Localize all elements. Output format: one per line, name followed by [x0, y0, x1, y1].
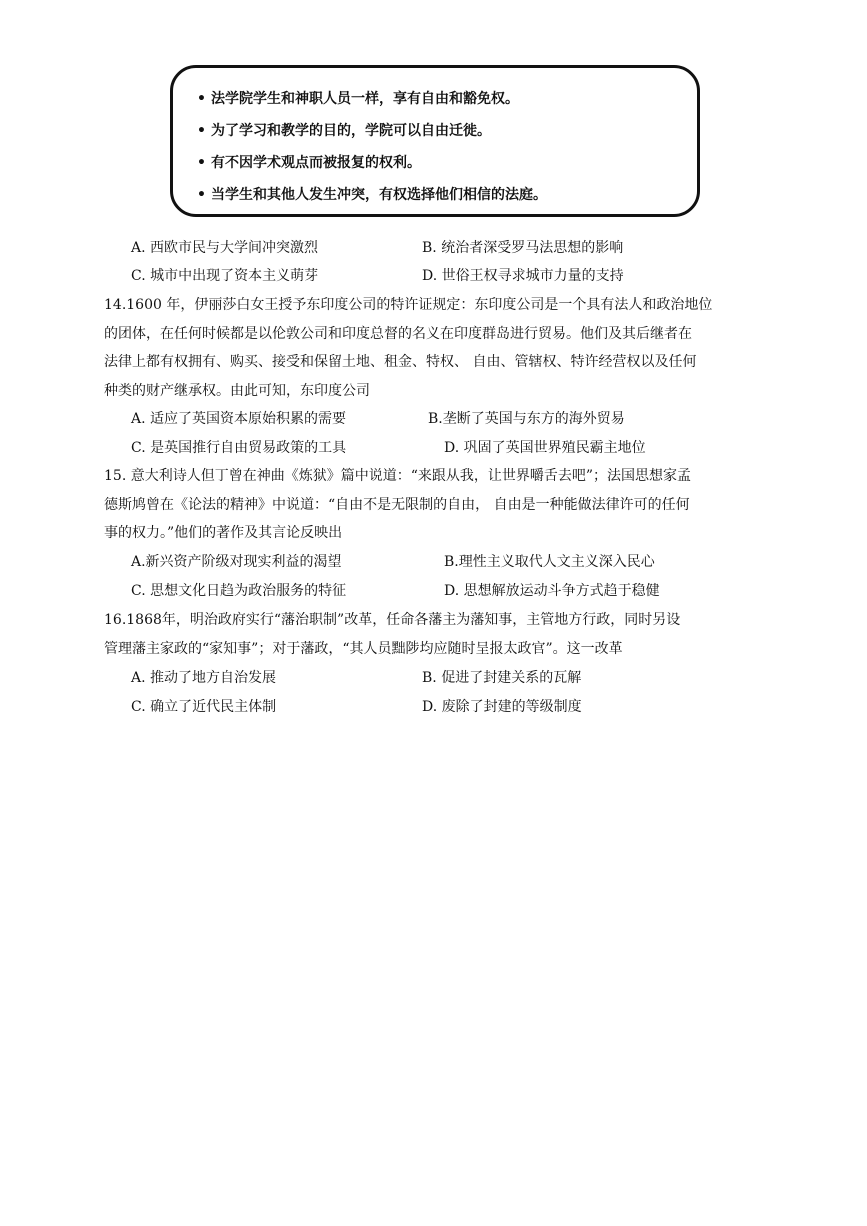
q16-option-b: B. 促进了封建关系的瓦解	[422, 670, 582, 686]
bullet-icon: •	[197, 91, 206, 107]
source-item: • 法学院学生和神职人员一样，享有自由和豁免权。	[197, 91, 519, 107]
q13-option-a: A. 西欧市民与大学间冲突激烈	[131, 240, 319, 256]
q14-option-b: B.垄断了英国与东方的海外贸易	[428, 411, 625, 427]
q15-stem: 15. 意大利诗人但丁曾在神曲《炼狱》篇中说道：“来跟从我，让世界嚼舌去吧”；法国思想家孟 德斯鸠曾在《论法的精神》中说道：“自由不是无限制的自由， 自由是一种能做法律许可的任何 事的权力。”他们的著作及其言论反映出	[104, 468, 692, 541]
bullet-icon: •	[197, 123, 206, 139]
bullet-icon: •	[197, 187, 206, 203]
q14-option-a: A. 适应了英国资本原始积累的需要	[131, 411, 347, 427]
q13-option-b: B. 统治者深受罗马法思想的影响	[422, 240, 624, 256]
q13-option-d: D. 世俗王权寻求城市力量的支持	[422, 268, 624, 284]
q16-option-a: A. 推动了地方自治发展	[131, 670, 277, 686]
source-item: • 当学生和其他人发生冲突，有权选择他们相信的法庭。	[197, 187, 547, 203]
q14-option-d: D. 巩固了英国世界殖民霸主地位	[444, 440, 646, 456]
q14-stem: 14.1600 年，伊丽莎白女王授予东印度公司的特许证规定：东印度公司是一个具有法人和政治地位 的团体，在任何时候都是以伦敦公司和印度总督的名义在印度群岛进行贸易。他们及其后继者在 法律上都有权拥有、购买、接受和保留土地、租金、特权、 自由、管辖权、特许经营权以及任何 种类的财产继承权。由此可知，东印度公司	[104, 297, 713, 399]
source-box	[170, 65, 700, 217]
source-item: • 有不因学术观点而被报复的权利。	[197, 155, 421, 171]
bullet-icon: •	[197, 155, 206, 171]
q15-option-b: B.理性主义取代人文主义深入民心	[444, 554, 655, 570]
q15-option-d: D. 思想解放运动斗争方式趋于稳健	[444, 583, 660, 599]
q16-option-c: C. 确立了近代民主体制	[131, 699, 277, 715]
q15-option-a: A.新兴资产阶级对现实利益的渴望	[131, 554, 342, 570]
source-item: • 为了学习和教学的目的，学院可以自由迁徙。	[197, 123, 491, 139]
q16-option-d: D. 废除了封建的等级制度	[422, 699, 582, 715]
q16-stem: 16.1868年，明治政府实行“藩治职制”改革，任命各藩主为藩知事，主管地方行政，同时另设 管理藩主家政的“家知事”；对于藩政，“其人员黜陟均应随时呈报太政官”。这一改革	[104, 612, 681, 657]
q15-option-c: C. 思想文化日趋为政治服务的特征	[131, 583, 347, 599]
q13-option-c: C. 城市中出现了资本主义萌芽	[131, 268, 319, 284]
q14-option-c: C. 是英国推行自由贸易政策的工具	[131, 440, 347, 456]
